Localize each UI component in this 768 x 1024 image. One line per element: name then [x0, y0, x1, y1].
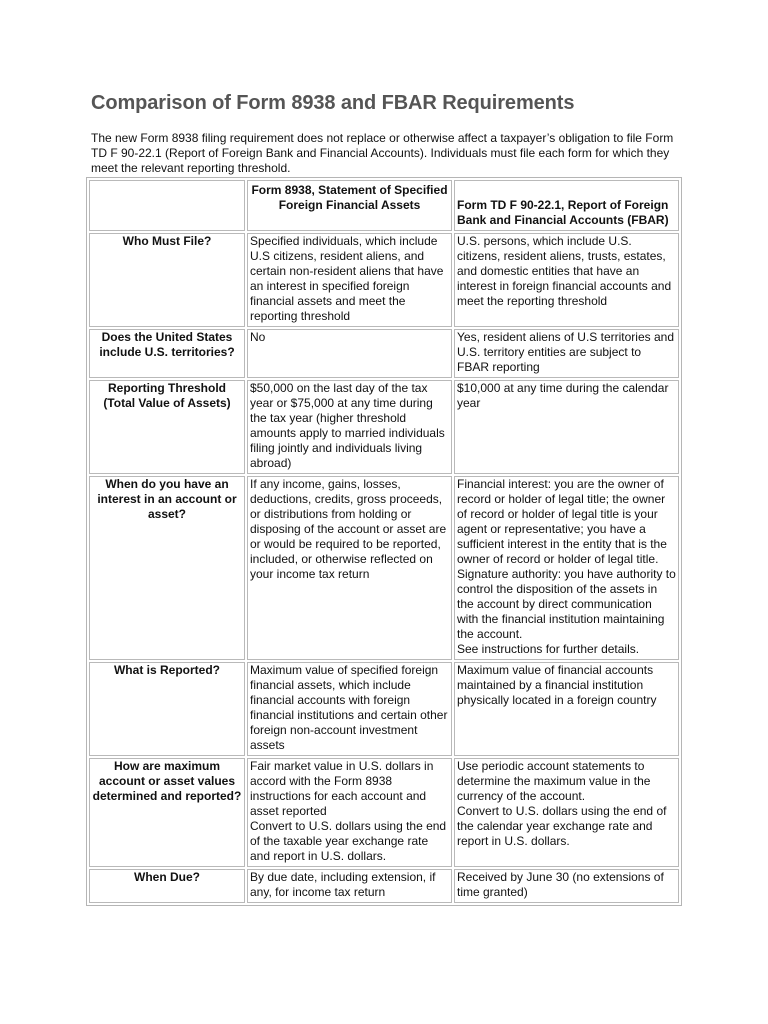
- row-form-8938-cell: Maximum value of specified foreign financial assets, which include financial accounts with foreign financial institutions and certain other foreign non-account investment assets: [247, 662, 452, 756]
- table-header-row: [89, 180, 679, 231]
- row-question: Who Must File?: [89, 233, 245, 327]
- row-fbar-cell: Financial interest: you are the owner of record or holder of legal title; the owner of record or holder of legal title is your agent or representative; you have a sufficient interest in the entity that is the owner of record or holder of legal title. Signature authority: you have authority to control the disposition of the assets in the account by direct communication with the financial institution maintaining the account. See instructions for further details.: [454, 476, 679, 660]
- row-question: What is Reported?: [89, 662, 245, 756]
- header-corner-cell: [89, 180, 245, 231]
- table-row: [89, 233, 679, 327]
- page-title: Comparison of Form 8938 and FBAR Requirements: [91, 92, 575, 114]
- row-form-8938-cell: By due date, including extension, if any, for income tax return: [247, 869, 452, 903]
- row-fbar-cell: Maximum value of financial accounts maintained by a financial institution physically located in a foreign country: [454, 662, 679, 756]
- row-question: How are maximum account or asset values determined and reported?: [89, 758, 245, 867]
- row-fbar-cell: Received by June 30 (no extensions of time granted): [454, 869, 679, 903]
- table-row: [89, 662, 679, 756]
- row-fbar-cell: U.S. persons, which include U.S. citizens, resident aliens, trusts, estates, and domestic entities that have an interest in foreign financial accounts and meet the reporting threshold: [454, 233, 679, 327]
- table-row: [89, 758, 679, 867]
- intro-paragraph: The new Form 8938 filing requirement does not replace or otherwise affect a taxpayer’s obligation to file Form TD F 90-22.1 (Report of Foreign Bank and Financial Accounts). Individuals must file each form for which they meet the relevant reporting threshold.: [91, 131, 674, 175]
- row-question: Does the United States include U.S. territories?: [89, 329, 245, 378]
- row-form-8938-cell: Fair market value in U.S. dollars in accord with the Form 8938 instructions for each account and asset reported Convert to U.S. dollars using the end of the taxable year exchange rate and report in U.S. dollars.: [247, 758, 452, 867]
- row-fbar-cell: Use periodic account statements to determine the maximum value in the currency of the account. Convert to U.S. dollars using the end of the calendar year exchange rate and report in U.S. dollars.: [454, 758, 679, 867]
- table-row: [89, 476, 679, 660]
- row-form-8938-cell: Specified individuals, which include U.S citizens, resident aliens, and certain non-resident aliens that have an interest in specified foreign financial assets and meet the reporting threshold: [247, 233, 452, 327]
- header-form-8938: Form 8938, Statement of Specified Foreign Financial Assets: [247, 180, 452, 231]
- comparison-table: [86, 177, 682, 906]
- header-fbar: Form TD F 90-22.1, Report of Foreign Bank and Financial Accounts (FBAR): [454, 180, 679, 231]
- row-form-8938-cell: No: [247, 329, 452, 378]
- row-fbar-cell: $10,000 at any time during the calendar year: [454, 380, 679, 474]
- table-row: [89, 869, 679, 903]
- row-form-8938-cell: $50,000 on the last day of the tax year or $75,000 at any time during the tax year (higher threshold amounts apply to married individuals filing jointly and individuals living abroad): [247, 380, 452, 474]
- table-row: [89, 380, 679, 474]
- row-fbar-cell: Yes, resident aliens of U.S territories and U.S. territory entities are subject to FBAR reporting: [454, 329, 679, 378]
- row-form-8938-cell: If any income, gains, losses, deductions, credits, gross proceeds, or distributions from holding or disposing of the account or asset are or would be required to be reported, included, or otherwise reflected on your income tax return: [247, 476, 452, 660]
- row-question: When do you have an interest in an account or asset?: [89, 476, 245, 660]
- row-question: When Due?: [89, 869, 245, 903]
- table-row: [89, 329, 679, 378]
- row-question: Reporting Threshold (Total Value of Assets): [89, 380, 245, 474]
